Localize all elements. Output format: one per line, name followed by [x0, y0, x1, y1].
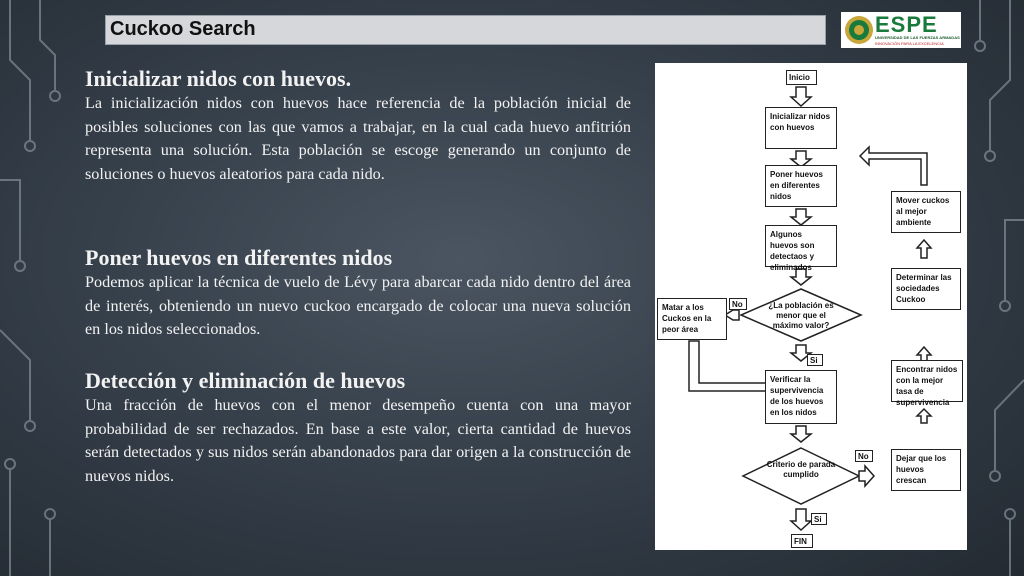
- section-init: [85, 66, 631, 186]
- logo-subtitle: UNIVERSIDAD DE LAS FUERZAS ARMADAS: [875, 35, 960, 40]
- section-body: Una fracción de huevos con el menor desempeño cuenta con una mayor probabilidad de ser rechazados. En base a este valor, cierta cantidad de huevos serán detectados y sus nidos serán abandonados para dar origen a la construcción de nuevos nidos.: [85, 396, 631, 485]
- flow-find: Encontrar nidos con la mejor tasa de supervivencia: [891, 360, 963, 402]
- flow-decision-stop: Criterio de parada cumplido: [766, 460, 836, 479]
- flow-move: Mover cuckos al mejor ambiente: [891, 191, 961, 233]
- flow-detect: Algunos huevos son detectaos y eliminados: [765, 225, 837, 267]
- section-put: [85, 245, 631, 342]
- flow-verify: Verificar la supervivencia de los huevos en los nidos: [765, 370, 837, 424]
- section-heading: Poner huevos en diferentes nidos: [85, 245, 393, 270]
- flowchart: [655, 63, 967, 550]
- logo-name: ESPE: [875, 12, 938, 37]
- espe-logo: [841, 12, 961, 48]
- logo-tagline: INNOVACIÓN PARA LA EXCELENCIA: [875, 41, 944, 46]
- flow-decision-population: ¿La población es menor que el máximo valor?: [768, 301, 834, 330]
- title-bar: [105, 15, 826, 45]
- section-body: La inicialización nidos con huevos hace referencia de la población inicial de posibles soluciones con las que vamos a trabajar, en la cual cada huevo anfitrión representa una solución. Esta población se escoge generando un conjunto de soluciones o huevos aleatorios para cada nido.: [85, 94, 631, 183]
- label-yes-stop: Si: [811, 513, 827, 525]
- flow-determine: Determinar las sociedades Cuckoo: [891, 268, 961, 310]
- flow-kill: Matar a los Cuckos en la peor área: [657, 298, 727, 340]
- section-detect: [85, 368, 631, 488]
- flow-init: Inicializar nidos con huevos: [765, 107, 837, 149]
- section-heading: Detección y eliminación de huevos: [85, 368, 406, 393]
- flow-let: Dejar que los huevos crescan: [891, 449, 961, 491]
- label-no-population: No: [729, 298, 747, 310]
- flow-end: FIN: [791, 534, 813, 548]
- flow-put: Poner huevos en diferentes nidos: [765, 165, 837, 207]
- section-heading: Inicializar nidos con huevos.: [85, 66, 352, 91]
- university-seal-icon: [844, 15, 874, 45]
- label-yes-population: Si: [807, 354, 823, 366]
- label-no-stop: No: [855, 450, 873, 462]
- section-body: Podemos aplicar la técnica de vuelo de Lévy para abarcar cada nido dentro del área de interés, obteniendo un nuevo cuckoo encargado de colocar una nueva solución en los nidos seleccionados.: [85, 273, 631, 338]
- slide-title: Cuckoo Search: [110, 18, 256, 40]
- flow-start: Inicio: [786, 70, 817, 85]
